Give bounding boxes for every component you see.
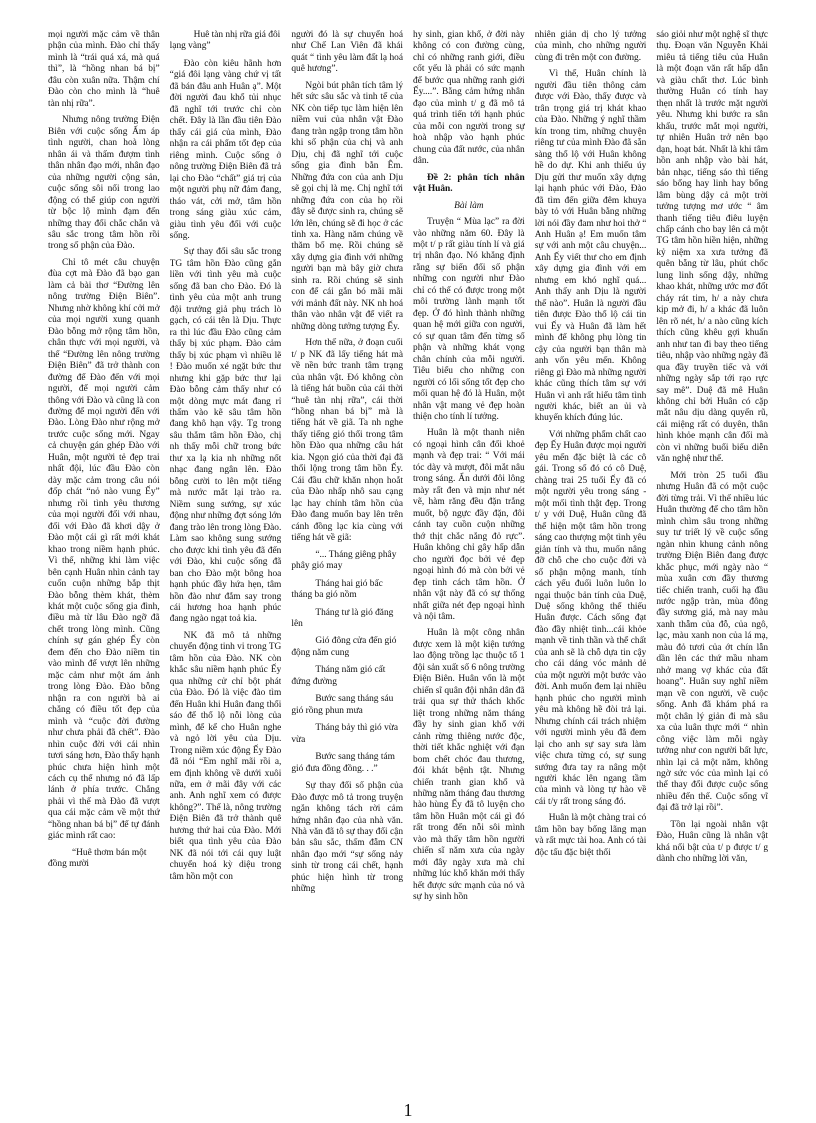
verse-line: Tháng tư là gió đăng lên: [291, 607, 394, 629]
column-1: [48, 30, 160, 1080]
paragraph: Với những phẩm chất cao đẹp Ếy Huân được mọi người yêu mến đặc biệt là các cô gái. Trong số đó có cô Duệ, chàng trai 25 tuổi Ếy đã có một người yêu trong sáng - một mối tình thật đẹp. Trong t/ y với Duệ, Huân cũng đã thể hiện một tâm hồn trong sáng cao thượng một tình yêu giản tính và thu, muốn nâng đỡ chỗ che cho cuộc đời và số phận mộng manh, tính cách yếu đuối luôn luôn lo ngại thuộc bản tính của Duệ, Duệ sống không thể thiếu Huân được. Cách sống đạt đào đầy nhiệt tình...cái khỏe mạnh về tinh thần và thể chất của anh sẽ là chỗ dựa tin cậy cho cái dáng vóc mảnh dẻ của một người một bước vào đời. Anh muốn đem lại nhiều hạnh phúc cho người mình yêu mà không hề đòi trả lại. Nhưng chính cái trách nhiệm với người mình yêu đã đem lại cho anh sự say sưa làm việc chưa từng có, sự sung sướng đưa tay ra nâng một người khác lên ngang tầm của mình và lòng tự hào về cái t/y rất trong sáng đó.: [534, 429, 647, 807]
verse-line: Tháng năm gió cất đứng đường: [291, 665, 386, 687]
paragraph: Sự thay đổi số phận của Đào được mô tả trong truyện ngắn không tách rời cảm hứng nhân đạo của nhà văn. Nhà văn đã tô sự thay đổi cận bản sâu sắc, thấm đẫm CN nhân đạo mới “sự sống nảy sinh từ trong cái chết, hạnh phúc hiện hình từ trong những: [291, 781, 404, 895]
verse-line: Gió đông cửa đến gió động năm cung: [291, 636, 397, 658]
paragraph: Mới tròn 25 tuổi đầu nhưng Huân đã có một cuộc đời từng trải. Vì thế nhiều lúc Huân thường để cho tâm hồn mình chìm sâu trong những suy tư triết lý về cuộc sống ngàn nhìn khung cảnh nông trường Điện Biên đang được khắc phục, mới ngày nào “ mùa xuân cơn đầy thương tiếc chiến tranh, cuối hạ đầu nước ngập tràn, mùa đông đầy sương giá, mà nay màu xanh thẫm của đỗ, của ngô, lạc, màu xanh non của lá mạ, màu đỏ tươi của ớt chín lẫn dần lên các thứ mầu nham nhở mang vợ khác của đất hoang”. Huân suy nghĩ niềm mạn về con người, về cuộc sống. Anh đã khám phá ra một chân lý giản đi mà sâu xa của luân thực mới “ nhìn công việc làm mỗi ngày tưởng như con người bất lực, nhìn lại cả một năm, không ngờ sức vóc của mình lại có thể thay đổi được cuộc sống nhiều đến thế. Cuộc sống vĩ đại đã trở lại rồi”.: [656, 470, 769, 814]
verse-line: Huê tàn nhị rữa giá đôi lạng vàng”: [169, 30, 281, 52]
column-2: [170, 30, 282, 1080]
column-6: [656, 30, 768, 1080]
paragraph: Hơn thế nữa, ở đoạn cuối t/ p NK đã lấy tiếng hát mà về nền bức tranh tâm trạng của nhân vật. Đó không còn là tiếng hát buồn của cái thời “huê tàn nhị rữa”, cái thời “hồng nhan bá bị” mà là tiếng hát về giã. Ta nh nghe thấy tiếng gió thổi trong tâm hồn Đào qua những câu hát kia. Ngọn gió của thời đại đã thổi lộng trong tâm hồn Ếy. Cái đầu chữ khăn nhọn hoắt của Đào nhấp nhô sau cạng lạc hay chính tâm hồn của Đào đang muốn bay lên trên cánh đồng lạc kia cùng với tiếng hát về giã:: [291, 338, 404, 544]
paragraph: mọi người mặc cảm về thân phận của mình. Đào chỉ thấy mình là “trái quá xá, mà quá thì”, là “hồng nhan bá bị” đâu còn xuân nữa. Thậm chí Đào còn cho mình là “huê tàn nhị rữa”.: [48, 30, 160, 109]
paragraph: Ngòi bút phân tích tâm lý hết sức sâu sắc và tinh tế của NK còn tiếp tục làm hiện lên niềm vui của nhân vật Đào đang tràn ngập trong tâm hồn khi số phận của chị và anh Dịu, chị đã nghĩ tới cuộc sống gia đình bằn Êm. Những đứa con của anh Dịu sẽ gọi chị là mẹ. Chị nghĩ tới những đứa con của họ rồi đây sẽ được sinh ra, chúng sẽ lớn lên, chúng sẽ đi học ở các tỉnh xa. Hàng năm chúng về thăm bố mẹ. Rồi chúng sẽ xây dựng gia đình với những người bạn mà bây giờ chưa sinh ra. Rồi chúng sẽ sinh con để cái gắn bó mãi mãi với mảnh đất này. NK nh hoá thân vào nhân vật để viết ra những dòng tưởng tượng Ếy.: [291, 80, 404, 332]
page-number: 1: [403, 1100, 413, 1120]
paragraph: người đó là sự chuyển hoá như Chế Lan Viên đã khái quát “ tình yêu làm đất lạ hoá quê hương”.: [291, 30, 404, 75]
column-5: [535, 30, 647, 1080]
paragraph: Truyện “ Mùa lạc” ra đời vào những năm 60. Đây là một t/ p rất giàu tính lí và giá trị nhân đạo. Nó khẳng định rằng sự biến đổi số phận những con người như Đào chỉ có thể có được trong một môi trường lành mạnh tốt đẹp. Ở đó hình thành những quan hệ mới giữa con người, có sự quan tâm đến từng số phận và những khát vọng chân chính của mỗi người. Tiêu biểu cho những con người có lối sống tốt đẹp cho mối quan hệ đó là Huân, một nhân vật mang vẻ đẹp hoàn thiện cho tính lí tưởng.: [413, 217, 525, 422]
paragraph: hy sinh, gian khổ, ở đời này không có con đường cùng, chỉ có những ranh giới, điều cốt yếu là phải có sức mạnh để bước qua những ranh giới Ếy....”. Bằng cảm hứng nhân đạo của mình t/ g đã mô tả quá trình tiến tới hạnh phúc của mỗi con người trong sự hoà nhập vào hạnh phúc chung của đất nước, của nhân dân.: [413, 30, 525, 167]
paragraph: Huân là một chàng trai có tâm hồn bay bổng lãng mạn và rất mực tài hoa. Anh có tài độc tấu đặc biệt thổi: [534, 813, 647, 858]
paragraph: sáo giỏi như một nghệ sĩ thực thụ. Đoạn văn Nguyễn Khải miêu tả tiếng tiêu của Huân là một đoạn văn rất hấp dẫn và giàu chất thơ. Lúc bình thường Huân có tính hay thẹn nhất là trước mặt người yêu. Nhưng khi bước ra sân khấu, trước mắt mọi người, tự nhiên Huân trở nên bạo dạn, hoạt bát. Nhất là khi tâm hồn anh nhập vào bài hát, bản nhạc, tiếng sáo thì tiếng sáo bổng hay linh hay bổng lâm bùng dậy cả một trời tưởng tượng mơ ước “ âm thanh tiếng tiêu điêu luyện chấp cánh cho bay lên cả một TG tâm hồn hiền hiện, những kỷ niệm xa xưa tưởng đã quên bẵng từ lâu, phút chốc lung linh sống dậy, những khao khát, những ước mơ đốt cháy rát tim, h/ a này chưa kịp mở đi, h/ a khác đã luôn lên rõ nét, h/ a nào cũng kích thích cũng khêu gợi khuấn anh như tan đi bay theo tiếng tiêu, nhập vào những ngày đã qua đầy truyền tiếc và với những ngày sắp tới rạo rực say mê”. Duệ đã mê Huân không chỉ bởi Huân có cặp mắt nâu dịu dàng quyến rũ, cái miệng rất có duyên, thân hình khỏe mạnh cân đối mà còn vì những buổi biểu diễn văn nghệ như thế.: [656, 30, 769, 465]
column-4: [413, 30, 525, 1080]
verse-line: Tháng hai gió bấc tháng ba gió nồm: [291, 578, 383, 601]
paragraph: Huân là một thanh niên có ngoại hình cân đối khoẻ mạnh và đẹp trai: “ Với mái tóc dày và mượt, đôi mắt nâu trong sáng. Ẩn dưới đôi lông mày rất đen và mịn như nét vẽ, hàm răng đều đặn trắng muốt, bộ ngực đầy đặn, đôi cánh tay cuồn cuộn những thớ thịt chắc nắng đỏ rực”. Huân không chỉ gây hấp dẫn cho người đọc bởi vẻ đẹp ngoại hình đó mà còn bởi vẻ đẹp tinh cách tâm hồn. Ở nhân vật này đã có sự thống nhất giữa nét đẹp ngoại hình và nội tâm.: [413, 428, 525, 622]
paragraph: Sự thay đổi sâu sắc trong TG tâm hồn Đào cũng gắn liền với tình yêu mà cuộc sống đã ban cho Đào. Đó là tình yêu của một anh trung đội trưởng giả phụ trách lò gạch, có cái tên là Dịu. Thực ra thì lúc đầu Đào cũng cảm thấy bị xúc phạm. Đào cảm thấy bị xúc phạm vì nhiều lẽ ! Đào muốn xé ngặt bức thư nhưng khi gặp bức thư lại Đào bỗng cảm thấy như có một dòng mực mát đang rỉ thấm vào kẽ sâu tâm hồn đang khô hạn vậy. Tg trong sâu thẳm tâm hồn Đào, chị nh thấy mỗi chữ trong bức thư xa lạ kia nh những nốt nhạc đang ngân lên. Đào bỗng cười to lên một tiếng mà nước mắt lại trào ra. Niềm sung sướng, sự xúc động như những đợt sóng lớn đang trào lên trong lòng Đào. Làm sao không sung sướng cho được khi tình yêu đã đến với Đào, khi cuộc sống đã ban cho Đào một bông hoa hạnh phúc đầy hứa hẹn, tâm hồn đào như đắm say trong cái hương hoa hạnh phúc đang ngào ngạt toả kia.: [169, 247, 282, 625]
paragraph: NK đã mô tả những chuyển động tinh vi trong TG tâm hồn của Đào. NK còn khắc sâu niềm hạnh phúc Ếy qua những cử chỉ bột phát của Đào. Đó là việc đào tìm đến Huân khi Huân đang thổi sáo để thổ lộ nỗi lòng của mình, để kể cho Huân nghe và ngỏ lời yêu của Dịu. Trong niềm xúc động Ếy Đào đã nói “Em nghĩ mãi rồi a, em định không về dưới xuôi nữa, em ở mãi đây với các anh. Anh nghĩ xem có được không?”. Thế là, nông trường Điện Biên đã trở thành quê hương thứ hai của Đào. Mới biết qua tình yêu của Đào NK đã nói tới cái quy luật chuyển hoá kỳ diệu trong tâm hồn một con: [169, 630, 282, 882]
paragraph: Chỉ tô mét câu chuyện đùa cợt mà Đào đã bạo gan làm cả bài thơ “Đường lên nông trường Điện Biên”. Nhưng nhờ không khí cởi mở của mọi người xung quanh Đào bỗng mở rộng tâm hồn, chân thực với mọi người, và thế “Đường lên nông trường Điện Biên” đã trở thành con đường để Đào đến với mọi người, để mọi người cảm thông với Đào và cũng là con đường để mọi người đến với Đào. Lòng Đào như rộng mở trước cuộc sống mới. Ngay cả chuyện gán ghép Đào với Huân, một người tẻ đẹp trai nhất đội, lúc đầu Đào còn dày mặc cảm trong câu nói đốp chát “nỏ nào vung Ếy” nhưng rồi tình yêu thương của mọi người đối với nhau, đối với Đào đã khơi dậy ở Đào một cái gì rất mới khát khao trong niềm hạnh phúc. Vì thế, những khi làm việc bên cạnh Huân nhìn cảnh tay cuốn cuộn những bắp thịt Đào bỗng thèm khát, thèm khát một cuộc sống gia đình, điều mà từ lâu Đào ngỡ đã chết trong lòng mình. Cũng chính sự gán ghép Ếy còn đem đến cho Đào niềm tin vào mình để vượt lên những mặc cảm như một ám ảnh trong lòng Đào. Đào bỗng nhận ra con người bà ai chẳng có điều tốt đẹp của mình và “cuộc đời đường như chưa phải đã chết”. Đào nhìn cuộc đời với cái nhìn tươi sáng hơn, Đào thấy hạnh phúc chưa hiện hình một cách cụ thể nhưng nó đã lấp lánh ở phía trước. Chẳng phải vì thế mà Đào đã vượt qua cái mặc cảm về một thứ “hồng nhan bá bị” để tự đánh giác mình rất cao:: [48, 257, 160, 842]
verse-line: Bước sang tháng tám gió đưa đồng đồng. . .”: [291, 752, 395, 774]
paragraph: Huân là một công nhân được xem là một kiện tướng lao động trồng lạc thuộc tổ 1 đội sản xuất số 6 nông trường Điện Biên. Huân vốn là một chiến sĩ quân đội nhân dân đã trải qua sự thử thách khốc liệt trong những năm tháng đầy hy sinh gian khổ với cảnh rừng thiêng nước độc, thời tiết khắc nghiệt với đạn bom chết chóc đau thương, đói khát bệnh tật. Nhưng chiến tranh gian khổ và những năm tháng đau thương hào hùng Ếy đã tô luyện cho tâm hồn Huân một cái gì đó rất trong đến nỗi sôi mình vào mà thấy tâm hồn người chiến sĩ năm xưa của ngày mới đây ngày xưa mà chỉ những lúc khổ khăn mới thấy hết được sức mạnh của nó và sự hy sinh hồn: [413, 628, 525, 903]
column-3: [291, 30, 403, 1080]
section-heading: Đề 2: phân tích nhân vật Huân.: [413, 172, 525, 195]
text-columns: [48, 30, 768, 1080]
document-page: [48, 30, 768, 1090]
verse-line: “... Tháng giêng phây phây gió may: [291, 549, 397, 572]
verse-line: “Huê thơm bán một đồng mười: [48, 847, 147, 870]
paragraph: Đào còn kiêu hãnh hơn “giá đôi lạng vàng chứ vị tất đã bán đâu anh Huân ạ”. Một đời người đau khổ tủi nhục đã nghĩ tới trước chỉ còn chết. Đây là lần đầu tiên Đào thấy cái giá của mình, Đào nhận ra cái phẩm tốt đẹp của riêng mình. Cuộc sống ở nông trường Điện Biên đã trả lại cho Đào “chất” giá trị của một người phụ nữ đảm đang, tháo vát, cởi mở, tâm hồn trong sáng giàu xúc cảm, giàu tình yêu đối với cuộc sống.: [169, 58, 282, 241]
verse-line: Bước sang tháng sáu gió rồng phun mưa: [291, 694, 394, 716]
paragraph: Nhưng nông trường Điện Biên với cuộc sống Ấm áp tình người, chan hoà lòng nhân ái và thấm đượm tình thân nhân đạo mới, nhân đạo của những người cộng sản, cuộc sống sôi nổi trong lao động có thể giúp con người từ bộc lộ mình đạm đến những thay đổi chắc chắn và sâu sắc trong tâm hồn rồi trong số phận của Đào.: [48, 115, 160, 252]
paragraph: Tồn lại ngoài nhân vật Đào, Huân cũng là nhân vật khá nổi bật của t/ p được t/ g dành cho những lời văn,: [656, 819, 769, 865]
paragraph: nhiên giản dị cho lý tưởng của mình, cho những người cùng đi trên một con đường.: [534, 30, 647, 63]
paragraph: Vì thế, Huân chính là người đầu tiên thông cảm được với Đào, thấy được và trân trọng giá trị khát khao của Đào. Những ý nghĩ thầm kín trong tim, những chuyện riêng tư của mình Đào đã sẵn sàng thổ lộ với Huân không hề do dự. Khi anh thiếu úy Dịu gửi thư muốn xây dựng lại hạnh phúc với Đào, Đào đã tìm đến giữa đêm khuya bày tỏ với Huân bằng những lời nói đầy đam như hoi thở “ Anh Huân ạ! Em muốn tâm sự với anh một câu chuyện... Anh Ếy viết thư cho em định xây dựng gia đình với em nhưng em khó nghĩ quá... Anh thấy anh Dịu là người thế nào”. Huân là người đầu tiên được Đào thổ lộ cái tin vui Ếy và Huân đã làm hết mình để không phụ lòng tin cậy của người bạn thân mà anh vốn yêu mến. Không riêng gì Đào mà những người khác cũng thích tâm sự với Huân vì anh rất hiểu tâm tình người khác, biết an ủi và khuyến khích đúng lúc.: [534, 69, 647, 424]
section-subtitle: Bài làm: [454, 200, 484, 211]
verse-line: Tháng bảy thì gió vừa vừa: [291, 723, 399, 745]
